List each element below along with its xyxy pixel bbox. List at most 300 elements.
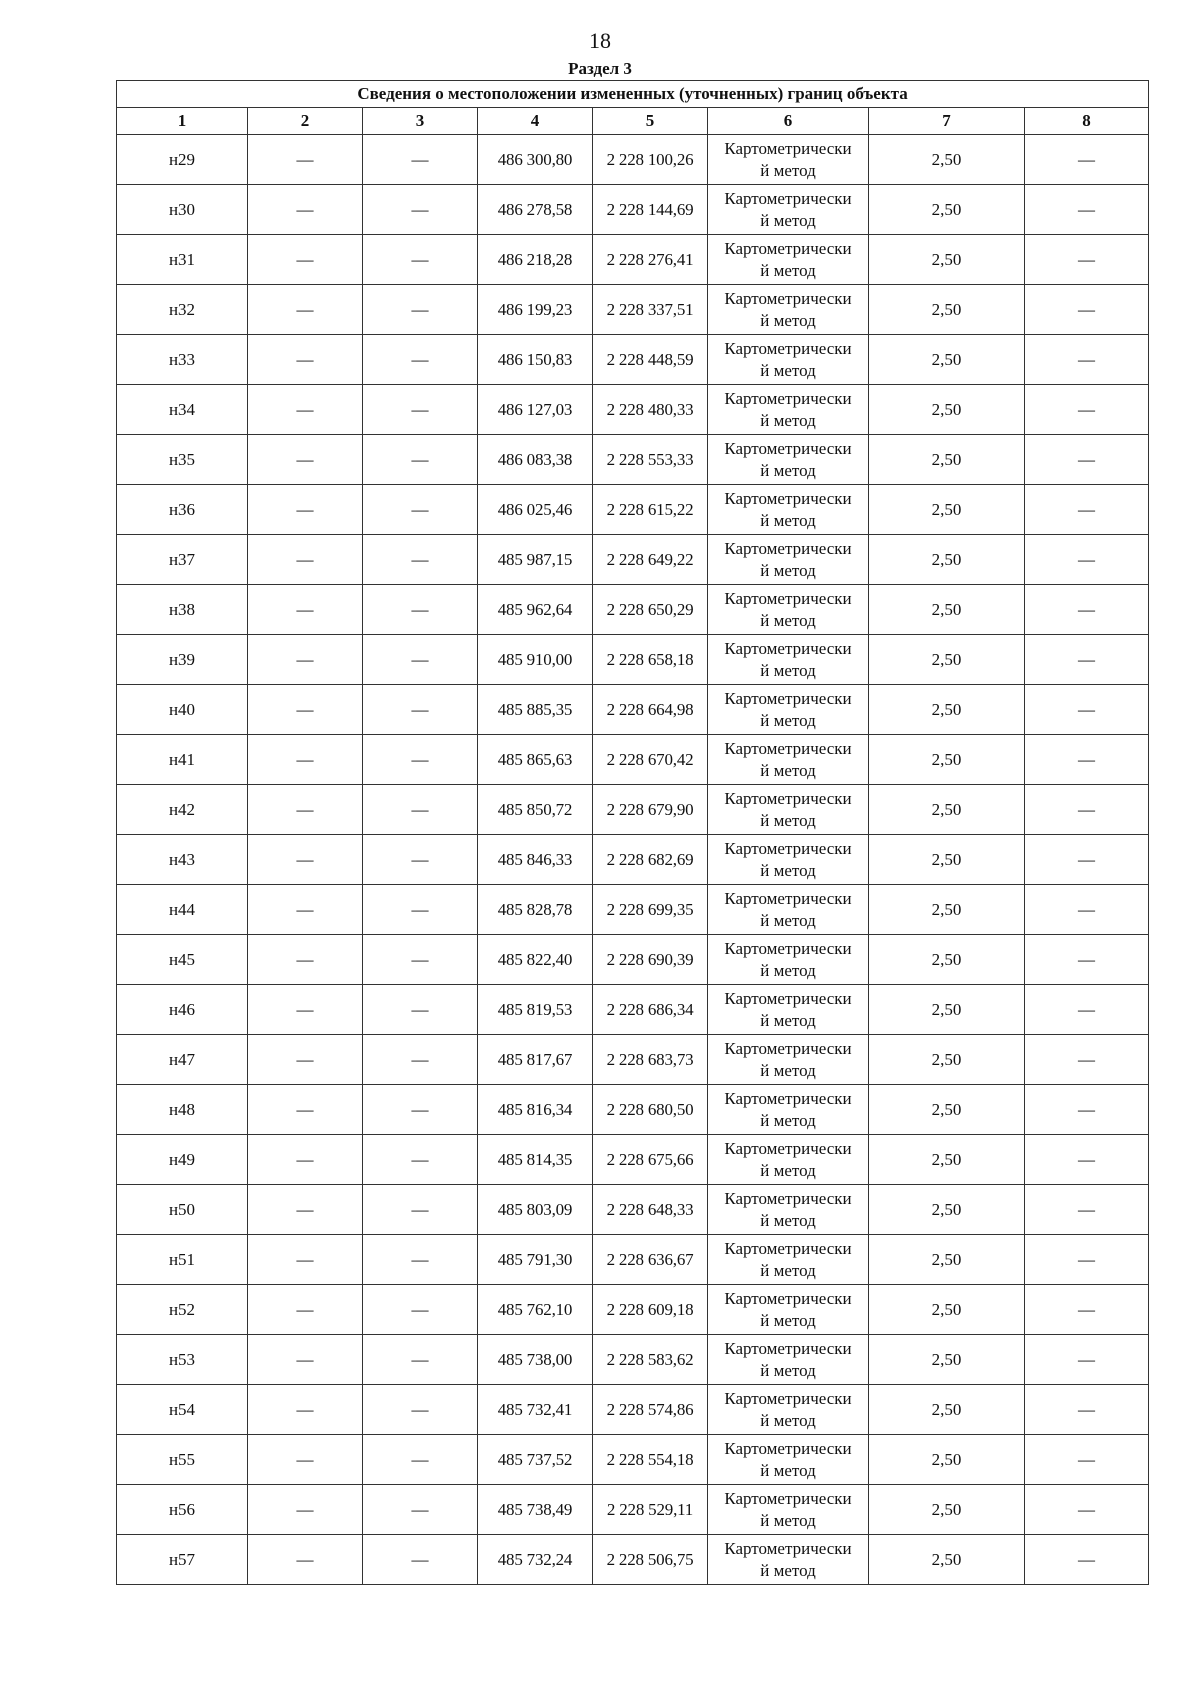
coordinate-x-cell: 486 199,23: [478, 285, 593, 335]
method-cell: [708, 1235, 869, 1285]
method-line-2: й метод: [760, 960, 816, 980]
coordinate-x-cell: 485 817,67: [478, 1035, 593, 1085]
point-name-cell: н45: [117, 935, 248, 985]
column-3-cell: —: [363, 1335, 478, 1385]
coordinate-x-cell: 485 846,33: [478, 835, 593, 885]
column-2-cell: —: [248, 635, 363, 685]
column-number-3: 3: [363, 108, 478, 135]
accuracy-cell: 2,50: [869, 435, 1025, 485]
point-name-cell: н55: [117, 1435, 248, 1485]
column-3-cell: —: [363, 1085, 478, 1135]
point-name-cell: н41: [117, 735, 248, 785]
column-3-cell: —: [363, 435, 478, 485]
method-cell: [708, 1435, 869, 1485]
method-cell: [708, 1385, 869, 1435]
method-line-1: Картометрически: [724, 438, 852, 458]
method-line-2: й метод: [760, 910, 816, 930]
column-3-cell: —: [363, 235, 478, 285]
table-row: [117, 585, 1149, 635]
accuracy-cell: 2,50: [869, 285, 1025, 335]
column-8-cell: —: [1025, 735, 1149, 785]
method-cell: [708, 685, 869, 735]
point-name-cell: н36: [117, 485, 248, 535]
column-8-cell: —: [1025, 1335, 1149, 1385]
column-8-cell: —: [1025, 685, 1149, 735]
table-row: [117, 735, 1149, 785]
method-line-2: й метод: [760, 460, 816, 480]
method-line-2: й метод: [760, 860, 816, 880]
method-cell: [708, 435, 869, 485]
coordinate-y-cell: 2 228 529,11: [593, 1485, 708, 1535]
coordinate-x-cell: 486 218,28: [478, 235, 593, 285]
method-line-1: Картометрически: [724, 1388, 852, 1408]
table-row: [117, 835, 1149, 885]
column-2-cell: —: [248, 1335, 363, 1385]
coordinate-x-cell: 485 762,10: [478, 1285, 593, 1335]
column-2-cell: —: [248, 885, 363, 935]
accuracy-cell: 2,50: [869, 185, 1025, 235]
column-number-5: 5: [593, 108, 708, 135]
accuracy-cell: 2,50: [869, 735, 1025, 785]
table-row: [117, 1285, 1149, 1335]
column-8-cell: —: [1025, 1085, 1149, 1135]
method-cell: [708, 1485, 869, 1535]
coordinate-y-cell: 2 228 553,33: [593, 435, 708, 485]
method-cell: [708, 335, 869, 385]
coordinate-x-cell: 485 865,63: [478, 735, 593, 785]
method-line-2: й метод: [760, 1060, 816, 1080]
accuracy-cell: 2,50: [869, 1485, 1025, 1535]
coordinate-x-cell: 485 814,35: [478, 1135, 593, 1185]
accuracy-cell: 2,50: [869, 235, 1025, 285]
accuracy-cell: 2,50: [869, 1535, 1025, 1585]
method-cell: [708, 885, 869, 935]
accuracy-cell: 2,50: [869, 135, 1025, 185]
column-8-cell: —: [1025, 485, 1149, 535]
method-line-1: Картометрически: [724, 1138, 852, 1158]
column-3-cell: —: [363, 635, 478, 685]
coordinate-y-cell: 2 228 636,67: [593, 1235, 708, 1285]
column-2-cell: —: [248, 1135, 363, 1185]
point-name-cell: н37: [117, 535, 248, 585]
accuracy-cell: 2,50: [869, 1335, 1025, 1385]
method-cell: [708, 485, 869, 535]
table-row: [117, 785, 1149, 835]
method-line-2: й метод: [760, 1560, 816, 1580]
accuracy-cell: 2,50: [869, 335, 1025, 385]
coordinate-x-cell: 485 828,78: [478, 885, 593, 935]
method-line-1: Картометрически: [724, 688, 852, 708]
coordinate-x-cell: 485 803,09: [478, 1185, 593, 1235]
method-line-1: Картометрически: [724, 1188, 852, 1208]
point-name-cell: н40: [117, 685, 248, 735]
point-name-cell: н34: [117, 385, 248, 435]
column-3-cell: —: [363, 285, 478, 335]
point-name-cell: н30: [117, 185, 248, 235]
coordinate-y-cell: 2 228 100,26: [593, 135, 708, 185]
column-3-cell: —: [363, 985, 478, 1035]
method-line-2: й метод: [760, 760, 816, 780]
coordinate-x-cell: 485 732,24: [478, 1535, 593, 1585]
method-line-2: й метод: [760, 160, 816, 180]
method-cell: [708, 1085, 869, 1135]
method-line-1: Картометрически: [724, 788, 852, 808]
method-line-2: й метод: [760, 1260, 816, 1280]
coordinate-y-cell: 2 228 506,75: [593, 1535, 708, 1585]
column-2-cell: —: [248, 135, 363, 185]
table-caption: Сведения о местоположении измененных (уточненных) границ объекта: [117, 81, 1149, 108]
method-line-2: й метод: [760, 1360, 816, 1380]
point-name-cell: н50: [117, 1185, 248, 1235]
coordinate-x-cell: 485 737,52: [478, 1435, 593, 1485]
accuracy-cell: 2,50: [869, 635, 1025, 685]
method-cell: [708, 235, 869, 285]
column-8-cell: —: [1025, 1485, 1149, 1535]
coordinate-x-cell: 485 850,72: [478, 785, 593, 835]
method-line-2: й метод: [760, 560, 816, 580]
accuracy-cell: 2,50: [869, 1435, 1025, 1485]
accuracy-cell: 2,50: [869, 985, 1025, 1035]
column-3-cell: —: [363, 1135, 478, 1185]
column-3-cell: —: [363, 735, 478, 785]
coordinate-y-cell: 2 228 679,90: [593, 785, 708, 835]
method-line-1: Картометрически: [724, 938, 852, 958]
method-line-1: Картометрически: [724, 888, 852, 908]
method-line-1: Картометрически: [724, 288, 852, 308]
table-row: [117, 1485, 1149, 1535]
accuracy-cell: 2,50: [869, 1085, 1025, 1135]
column-3-cell: —: [363, 1185, 478, 1235]
method-cell: [708, 1285, 869, 1335]
method-cell: [708, 635, 869, 685]
table-row: [117, 1035, 1149, 1085]
column-3-cell: —: [363, 1235, 478, 1285]
column-3-cell: —: [363, 1485, 478, 1535]
method-cell: [708, 585, 869, 635]
accuracy-cell: 2,50: [869, 535, 1025, 585]
method-line-1: Картометрически: [724, 638, 852, 658]
column-3-cell: —: [363, 385, 478, 435]
column-8-cell: —: [1025, 535, 1149, 585]
coordinate-y-cell: 2 228 650,29: [593, 585, 708, 635]
accuracy-cell: 2,50: [869, 485, 1025, 535]
coordinate-y-cell: 2 228 480,33: [593, 385, 708, 435]
coordinate-x-cell: 486 127,03: [478, 385, 593, 435]
column-8-cell: —: [1025, 1385, 1149, 1435]
method-line-1: Картометрически: [724, 1038, 852, 1058]
point-name-cell: н32: [117, 285, 248, 335]
method-line-2: й метод: [760, 210, 816, 230]
column-2-cell: —: [248, 835, 363, 885]
method-cell: [708, 135, 869, 185]
coordinate-y-cell: 2 228 615,22: [593, 485, 708, 535]
method-cell: [708, 185, 869, 235]
method-line-1: Картометрически: [724, 388, 852, 408]
column-2-cell: —: [248, 1285, 363, 1335]
coordinate-y-cell: 2 228 337,51: [593, 285, 708, 335]
point-name-cell: н38: [117, 585, 248, 635]
column-2-cell: —: [248, 685, 363, 735]
column-2-cell: —: [248, 585, 363, 635]
table-row: [117, 1335, 1149, 1385]
coordinate-y-cell: 2 228 276,41: [593, 235, 708, 285]
point-name-cell: н39: [117, 635, 248, 685]
point-name-cell: н29: [117, 135, 248, 185]
method-line-2: й метод: [760, 510, 816, 530]
method-line-1: Картометрически: [724, 1488, 852, 1508]
coordinate-x-cell: 486 150,83: [478, 335, 593, 385]
method-cell: [708, 835, 869, 885]
method-line-2: й метод: [760, 1460, 816, 1480]
column-2-cell: —: [248, 985, 363, 1035]
method-line-1: Картометрически: [724, 1538, 852, 1558]
accuracy-cell: 2,50: [869, 885, 1025, 935]
column-2-cell: —: [248, 1035, 363, 1085]
method-line-2: й метод: [760, 660, 816, 680]
method-line-2: й метод: [760, 260, 816, 280]
column-8-cell: —: [1025, 985, 1149, 1035]
coordinate-y-cell: 2 228 554,18: [593, 1435, 708, 1485]
coordinate-x-cell: 486 083,38: [478, 435, 593, 485]
method-line-2: й метод: [760, 1410, 816, 1430]
column-3-cell: —: [363, 835, 478, 885]
column-number-2: 2: [248, 108, 363, 135]
method-line-2: й метод: [760, 410, 816, 430]
column-8-cell: —: [1025, 835, 1149, 885]
table-row: [117, 535, 1149, 585]
method-cell: [708, 1335, 869, 1385]
column-2-cell: —: [248, 185, 363, 235]
coordinate-y-cell: 2 228 658,18: [593, 635, 708, 685]
coordinate-y-cell: 2 228 609,18: [593, 1285, 708, 1335]
accuracy-cell: 2,50: [869, 685, 1025, 735]
method-line-1: Картометрически: [724, 838, 852, 858]
coordinate-x-cell: 485 910,00: [478, 635, 593, 685]
column-2-cell: —: [248, 1535, 363, 1585]
accuracy-cell: 2,50: [869, 1035, 1025, 1085]
method-cell: [708, 735, 869, 785]
method-line-1: Картометрически: [724, 138, 852, 158]
coordinate-y-cell: 2 228 682,69: [593, 835, 708, 885]
table-row: [117, 635, 1149, 685]
point-name-cell: н33: [117, 335, 248, 385]
coordinate-x-cell: 485 962,64: [478, 585, 593, 635]
coordinate-x-cell: 485 816,34: [478, 1085, 593, 1135]
coordinate-x-cell: 485 819,53: [478, 985, 593, 1035]
column-number-8: 8: [1025, 108, 1149, 135]
coordinate-x-cell: 486 025,46: [478, 485, 593, 535]
method-line-2: й метод: [760, 1010, 816, 1030]
point-name-cell: н53: [117, 1335, 248, 1385]
column-8-cell: —: [1025, 135, 1149, 185]
point-name-cell: н51: [117, 1235, 248, 1285]
point-name-cell: н49: [117, 1135, 248, 1185]
column-8-cell: —: [1025, 785, 1149, 835]
method-line-2: й метод: [760, 1310, 816, 1330]
column-3-cell: —: [363, 785, 478, 835]
point-name-cell: н54: [117, 1385, 248, 1435]
column-8-cell: —: [1025, 1285, 1149, 1335]
method-cell: [708, 535, 869, 585]
table-row: [117, 1235, 1149, 1285]
method-cell: [708, 985, 869, 1035]
table-row: [117, 435, 1149, 485]
column-2-cell: —: [248, 935, 363, 985]
coordinate-x-cell: 485 822,40: [478, 935, 593, 985]
column-2-cell: —: [248, 1385, 363, 1435]
column-8-cell: —: [1025, 185, 1149, 235]
method-line-2: й метод: [760, 610, 816, 630]
coordinate-y-cell: 2 228 648,33: [593, 1185, 708, 1235]
page-number: 18: [589, 28, 611, 53]
table-row: [117, 1085, 1149, 1135]
column-3-cell: —: [363, 685, 478, 735]
accuracy-cell: 2,50: [869, 1135, 1025, 1185]
method-cell: [708, 785, 869, 835]
coordinate-y-cell: 2 228 144,69: [593, 185, 708, 235]
method-cell: [708, 285, 869, 335]
column-3-cell: —: [363, 1035, 478, 1085]
column-2-cell: —: [248, 1435, 363, 1485]
method-cell: [708, 935, 869, 985]
table-row: [117, 885, 1149, 935]
column-2-cell: —: [248, 1085, 363, 1135]
point-name-cell: н57: [117, 1535, 248, 1585]
coordinates-table: [116, 80, 1149, 1585]
column-3-cell: —: [363, 1535, 478, 1585]
table-row: [117, 1385, 1149, 1435]
column-8-cell: —: [1025, 235, 1149, 285]
section-title: Раздел 3: [568, 59, 632, 78]
column-3-cell: —: [363, 1285, 478, 1335]
point-name-cell: н42: [117, 785, 248, 835]
method-cell: [708, 1535, 869, 1585]
table-row: [117, 185, 1149, 235]
column-3-cell: —: [363, 485, 478, 535]
coordinate-y-cell: 2 228 664,98: [593, 685, 708, 735]
method-line-1: Картометрически: [724, 988, 852, 1008]
method-cell: [708, 1035, 869, 1085]
column-3-cell: —: [363, 135, 478, 185]
table-row: [117, 335, 1149, 385]
method-line-1: Картометрически: [724, 1238, 852, 1258]
table-row: [117, 1535, 1149, 1585]
point-name-cell: н56: [117, 1485, 248, 1535]
accuracy-cell: 2,50: [869, 1235, 1025, 1285]
column-3-cell: —: [363, 885, 478, 935]
method-cell: [708, 1185, 869, 1235]
accuracy-cell: 2,50: [869, 1385, 1025, 1435]
method-cell: [708, 385, 869, 435]
column-number-6: 6: [708, 108, 869, 135]
accuracy-cell: 2,50: [869, 385, 1025, 435]
column-2-cell: —: [248, 435, 363, 485]
column-8-cell: —: [1025, 935, 1149, 985]
method-line-1: Картометрически: [724, 738, 852, 758]
coordinate-x-cell: 485 791,30: [478, 1235, 593, 1285]
column-number-7: 7: [869, 108, 1025, 135]
method-line-1: Картометрически: [724, 338, 852, 358]
method-line-1: Картометрически: [724, 538, 852, 558]
method-line-1: Картометрически: [724, 488, 852, 508]
coordinate-y-cell: 2 228 690,39: [593, 935, 708, 985]
column-8-cell: —: [1025, 385, 1149, 435]
column-2-cell: —: [248, 785, 363, 835]
coordinate-y-cell: 2 228 583,62: [593, 1335, 708, 1385]
table-row: [117, 985, 1149, 1035]
point-name-cell: н46: [117, 985, 248, 1035]
method-line-1: Картометрически: [724, 238, 852, 258]
column-2-cell: —: [248, 335, 363, 385]
column-number-1: 1: [117, 108, 248, 135]
table-body: [117, 135, 1149, 1585]
coordinate-y-cell: 2 228 649,22: [593, 535, 708, 585]
point-name-cell: н35: [117, 435, 248, 485]
coordinate-x-cell: 485 732,41: [478, 1385, 593, 1435]
column-8-cell: —: [1025, 435, 1149, 485]
coordinate-y-cell: 2 228 670,42: [593, 735, 708, 785]
method-line-2: й метод: [760, 1160, 816, 1180]
column-8-cell: —: [1025, 885, 1149, 935]
method-cell: [708, 1135, 869, 1185]
point-name-cell: н31: [117, 235, 248, 285]
accuracy-cell: 2,50: [869, 585, 1025, 635]
accuracy-cell: 2,50: [869, 785, 1025, 835]
column-8-cell: —: [1025, 1235, 1149, 1285]
coordinate-y-cell: 2 228 683,73: [593, 1035, 708, 1085]
method-line-2: й метод: [760, 1210, 816, 1230]
coordinate-x-cell: 486 300,80: [478, 135, 593, 185]
column-2-cell: —: [248, 285, 363, 335]
table-row: [117, 385, 1149, 435]
column-8-cell: —: [1025, 1035, 1149, 1085]
point-name-cell: н44: [117, 885, 248, 935]
column-3-cell: —: [363, 335, 478, 385]
coordinate-y-cell: 2 228 686,34: [593, 985, 708, 1035]
method-line-2: й метод: [760, 810, 816, 830]
method-line-2: й метод: [760, 310, 816, 330]
table-row: [117, 285, 1149, 335]
column-2-cell: —: [248, 1235, 363, 1285]
point-name-cell: н43: [117, 835, 248, 885]
column-2-cell: —: [248, 1185, 363, 1235]
accuracy-cell: 2,50: [869, 1285, 1025, 1335]
method-line-1: Картометрически: [724, 188, 852, 208]
coordinate-x-cell: 485 885,35: [478, 685, 593, 735]
coordinate-y-cell: 2 228 699,35: [593, 885, 708, 935]
column-3-cell: —: [363, 185, 478, 235]
method-line-2: й метод: [760, 1110, 816, 1130]
table-row: [117, 235, 1149, 285]
method-line-1: Картометрически: [724, 1288, 852, 1308]
coordinate-x-cell: 486 278,58: [478, 185, 593, 235]
coordinate-x-cell: 485 987,15: [478, 535, 593, 585]
coordinate-y-cell: 2 228 574,86: [593, 1385, 708, 1435]
table-row: [117, 135, 1149, 185]
method-line-1: Картометрически: [724, 1088, 852, 1108]
column-8-cell: —: [1025, 1185, 1149, 1235]
column-8-cell: —: [1025, 585, 1149, 635]
column-3-cell: —: [363, 1385, 478, 1435]
method-line-2: й метод: [760, 360, 816, 380]
table-row: [117, 485, 1149, 535]
column-2-cell: —: [248, 1485, 363, 1535]
method-line-1: Картометрически: [724, 1338, 852, 1358]
accuracy-cell: 2,50: [869, 935, 1025, 985]
accuracy-cell: 2,50: [869, 835, 1025, 885]
column-8-cell: —: [1025, 1535, 1149, 1585]
table-row: [117, 1435, 1149, 1485]
